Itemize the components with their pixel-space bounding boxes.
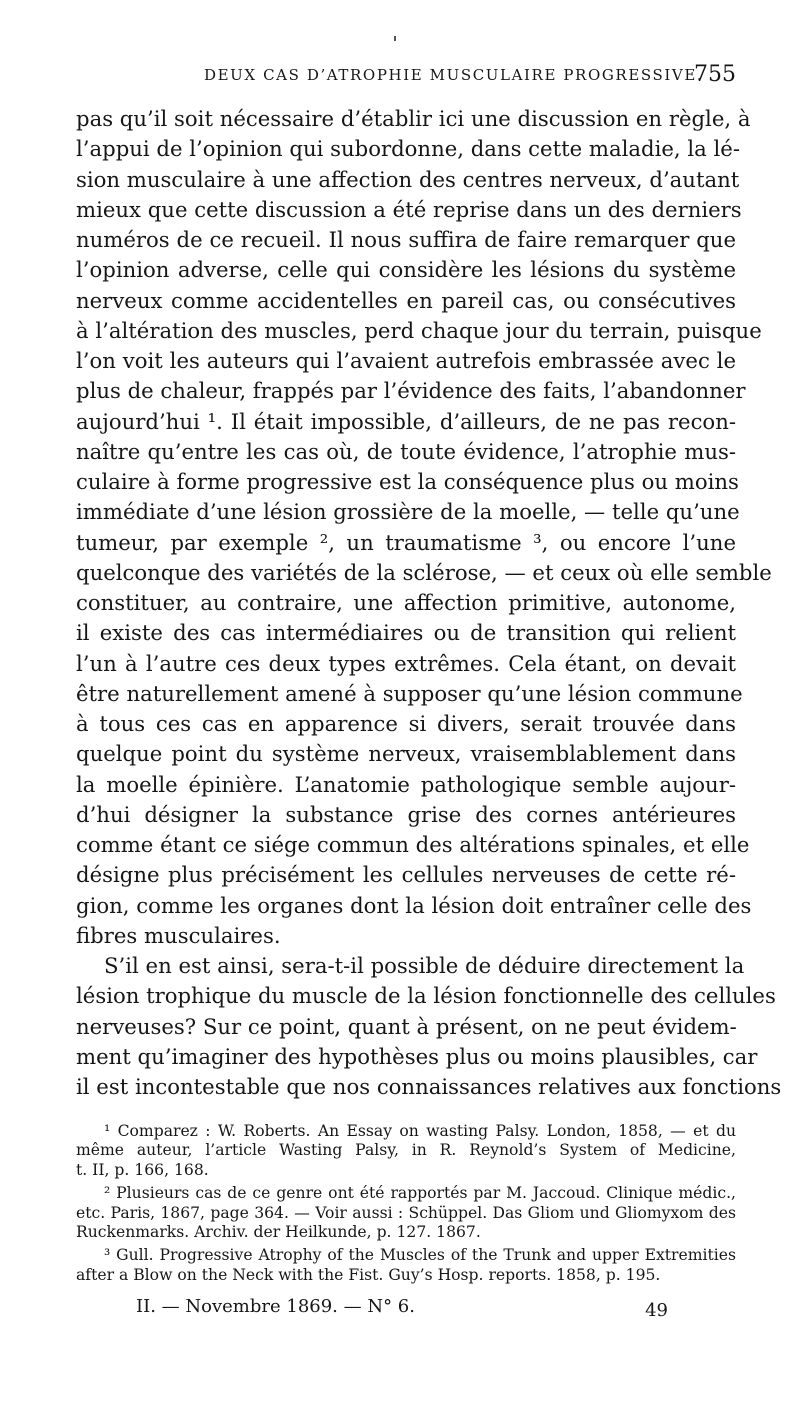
footnote-line: after a Blow on the Neck with the Fist. Guy’s Hosp. reports. 1858, p. 195. (76, 1265, 661, 1284)
page-header (76, 62, 736, 92)
footnote-line: ³ Gull. Progressive Atrophy of the Muscles of the Trunk and upper Extremities (104, 1246, 736, 1265)
footnote-line: même auteur, l’article Wasting Palsy, in R. Reynold’s System of Medicine, (76, 1141, 736, 1160)
body-line: la moelle épinière. L’anatomie pathologique semble aujour- (76, 771, 736, 797)
body-line: lésion trophique du muscle de la lésion fonctionnelle des cellules (76, 983, 776, 1009)
body-line: à tous ces cas en apparence si divers, serait trouvée dans (76, 711, 736, 736)
body-line: pas qu’il soit nécessaire d’établir ici une discussion en règle, à (76, 106, 751, 131)
body-line: mieux que cette discussion a été reprise dans un des derniers (76, 196, 742, 222)
body-line: il existe des cas intermédiaires ou de transition qui relient (76, 620, 736, 646)
body-line: l’opinion adverse, celle qui considère les lésions du système (76, 257, 736, 283)
footnote-line: ² Plusieurs cas de ce genre ont été rapportés par M. Jaccoud. Clinique médic., (104, 1184, 736, 1203)
body-line: S’il en est ainsi, sera-t-il possible de déduire directement la (104, 953, 745, 978)
page-number: 755 (694, 62, 736, 87)
page-footer (76, 1294, 736, 1322)
body-text (76, 104, 782, 1102)
sheet-number: 49 (645, 1300, 668, 1321)
body-line: aujourd’hui ¹. Il était impossible, d’ailleurs, de ne pas recon- (76, 408, 736, 434)
body-line: désigne plus précisément les cellules nerveuses de cette ré- (76, 862, 736, 888)
body-line: il est incontestable que nos connaissances relatives aux fonctions (76, 1074, 782, 1099)
body-line: comme étant ce siége commun des altérations spinales, et elle (76, 832, 750, 857)
footnote-line: t. II, p. 166, 168. (76, 1160, 209, 1179)
body-line: sion musculaire à une affection des centres nerveux, d’autant (76, 166, 740, 192)
body-line: culaire à forme progressive est la conséquence plus ou moins (76, 469, 739, 494)
ink-speck (394, 36, 396, 41)
footnotes (76, 1122, 736, 1285)
body-line: ment qu’imaginer des hypothèses plus ou moins plausibles, car (76, 1043, 758, 1069)
body-line: à l’altération des muscles, perd chaque jour du terrain, puisque (76, 317, 762, 343)
body-line: constituer, au contraire, une affection primitive, autonome, (76, 590, 736, 615)
body-line: nerveux comme accidentelles en pareil cas, ou consécutives (76, 287, 736, 313)
body-line: tumeur, par exemple ², un traumatisme ³, ou encore l’une (76, 529, 736, 555)
body-line: plus de chaleur, frappés par l’évidence des faits, l’abandonner (76, 378, 746, 404)
body-line: l’un à l’autre ces deux types extrêmes. Cela étant, on devait (76, 650, 736, 676)
body-line: fibres musculaires. (76, 922, 281, 948)
body-line: numéros de ce recueil. Il nous suffira de faire remarquer que (76, 227, 736, 252)
body-line: nerveuses? Sur ce point, quant à présent, on ne peut évidem- (76, 1013, 737, 1039)
body-line: immédiate d’une lésion grossière de la moelle, — telle qu’une (76, 499, 740, 525)
body-line: l’on voit les auteurs qui l’avaient autrefois embrassée avec le (76, 348, 736, 373)
body-line: être naturellement amené à supposer qu’une lésion commune (76, 680, 743, 706)
issue-signature: II. — Novembre 1869. — N° 6. (136, 1296, 415, 1317)
running-title: DEUX CAS D’ATROPHIE MUSCULAIRE PROGRESSIVE. (204, 66, 704, 84)
body-line: naître qu’entre les cas où, de toute évidence, l’atrophie mus- (76, 438, 736, 464)
body-line: l’appui de l’opinion qui subordonne, dans cette maladie, la lé- (76, 136, 740, 162)
footnote-line: Ruckenmarks. Archiv. der Heilkunde, p. 127. 1867. (76, 1222, 481, 1241)
body-line: d’hui désigner la substance grise des cornes antérieures (76, 801, 736, 827)
body-line: quelque point du système nerveux, vraisemblablement dans (76, 741, 736, 767)
footnote-line: ¹ Comparez : W. Roberts. An Essay on wasting Palsy. London, 1858, — et du (104, 1122, 736, 1140)
body-line: gion, comme les organes dont la lésion doit entraîner celle des (76, 892, 752, 918)
footnote-line: etc. Paris, 1867, page 364. — Voir aussi : Schüppel. Das Gliom und Gliomyxom des (76, 1203, 736, 1222)
body-line: quelconque des variétés de la sclérose, — et ceux où elle semble (76, 559, 772, 585)
